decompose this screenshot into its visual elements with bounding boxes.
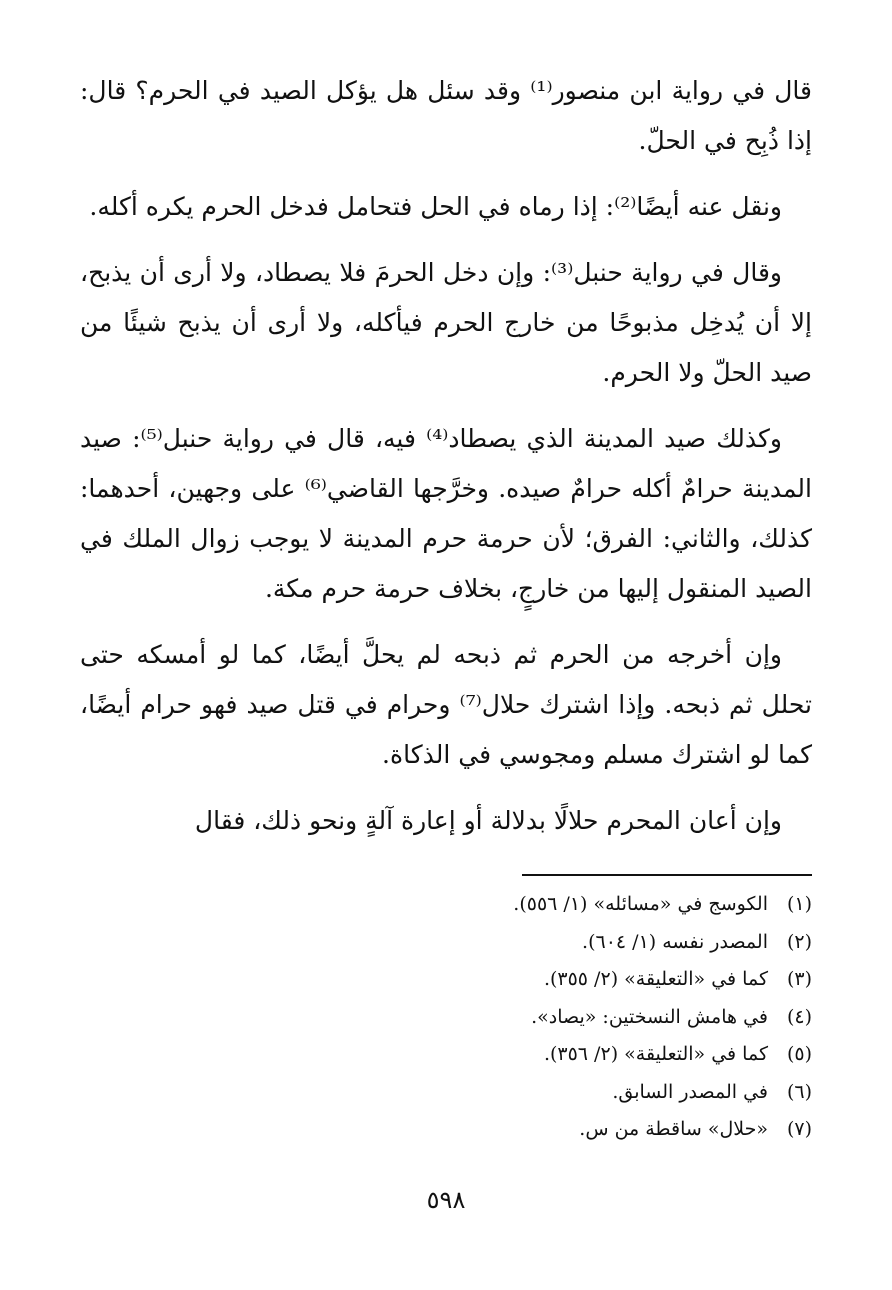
footnote-item — [80, 924, 812, 962]
paragraph-4: وكذلك صيد المدينة الذي يصطاد⁽⁴⁾ فيه، قال في رواية حنبل⁽⁵⁾: صيد المدينة حرامٌ أكله حرامٌ صيده. وخرَّجها القاضي⁽⁶⁾ على وجهين، أحدهما: كذلك، والثاني: الفرق؛ لأن حرمة حرم المدينة لا يوجب زوال الملك في الصيد المنقول إليها من خارجٍ، بخلاف حرمة حرم مكة. — [80, 424, 812, 603]
footnote-item — [80, 886, 812, 924]
footnote-text: كما في «التعليقة» (٢/ ٣٥٥). — [543, 968, 768, 990]
footnote-number: (٤) — [786, 1005, 812, 1028]
footnote-text: الكوسج في «مسائله» (١/ ٥٥٦). — [513, 893, 768, 915]
paragraph-2: ونقل عنه أيضًا⁽²⁾: إذا رماه في الحل فتحامل فدخل الحرم يكره أكله. — [89, 192, 782, 221]
footnote-number: (١) — [786, 893, 812, 915]
footnote-text: المصدر نفسه (١/ ٦٠٤). — [582, 930, 768, 953]
footnote-number: (٦) — [786, 1080, 812, 1103]
paragraph-6: وإن أعان المحرم حلالًا بدلالة أو إعارة آلةٍ ونحو ذلك، فقال — [194, 806, 782, 835]
footnote-item — [80, 1111, 812, 1149]
footnote-number: (٣) — [786, 968, 812, 990]
paragraph-3: وقال في رواية حنبل⁽³⁾: وإن دخل الحرمَ فلا يصطاد، ولا أرى أن يذبح، إلا أن يُدخِل مذبوحًا من خارج الحرم فيأكله، ولا أرى أن يذبح شيئًا من صيد الحلّ ولا الحرم. — [80, 258, 812, 387]
footnote-text: في هامش النسختين: «يصاد». — [531, 1005, 768, 1028]
footnote-divider — [522, 874, 812, 876]
footnote-item — [80, 1074, 812, 1112]
footnote-number: (٢) — [786, 930, 812, 953]
footnote-number: (٥) — [786, 1043, 812, 1065]
footnote-number: (٧) — [786, 1118, 812, 1140]
footnote-text: «حلال» ساقطة من س. — [579, 1118, 768, 1140]
footnote-text: في المصدر السابق. — [612, 1080, 768, 1103]
paragraph-5: وإن أخرجه من الحرم ثم ذبحه لم يحلَّ أيضًا، كما لو أمسكه حتى تحلل ثم ذبحه. وإذا اشترك حلال⁽⁷⁾ وحرام في قتل صيد فهو حرام أيضًا، كما لو اشترك مسلم ومجوسي في الذكاة. — [80, 640, 812, 769]
footnote-item — [80, 961, 812, 999]
page-number: ٥٩٨ — [426, 1186, 466, 1214]
footnotes-list — [80, 886, 812, 1149]
footnote-text: كما في «التعليقة» (٢/ ٣٥٦). — [543, 1043, 768, 1065]
paragraph-1: قال في رواية ابن منصور⁽¹⁾ وقد سئل هل يؤكل الصيد في الحرم؟ قال: إذا ذُبِح في الحلّ. — [80, 76, 812, 155]
footnote-item — [80, 999, 812, 1037]
main-text — [80, 66, 812, 846]
footnote-item — [80, 1036, 812, 1074]
